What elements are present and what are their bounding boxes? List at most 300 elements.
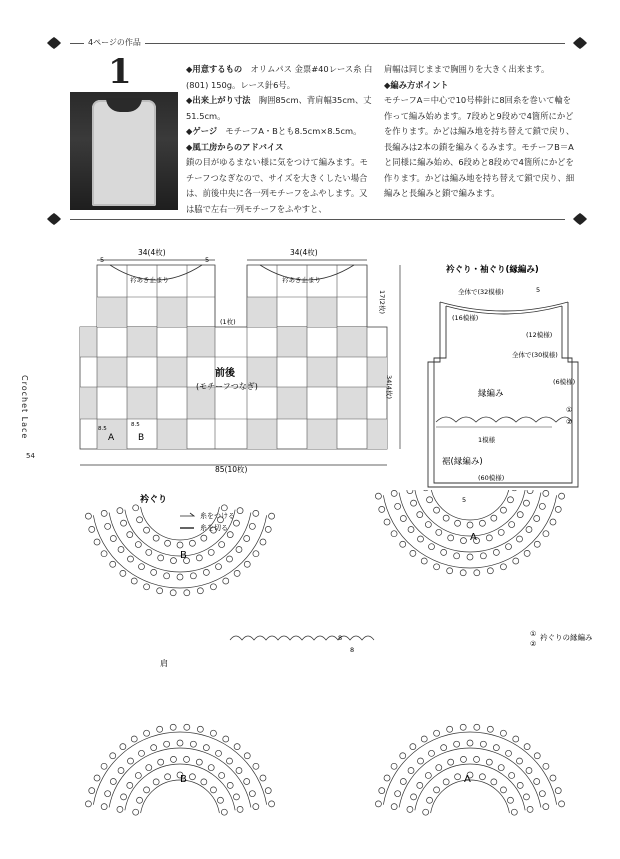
chain-loop bbox=[196, 759, 202, 765]
attach-arrow-icon bbox=[180, 513, 194, 516]
chain-loop bbox=[486, 535, 492, 541]
side-label: Crochet Lace bbox=[20, 375, 29, 440]
chart-title: 衿ぐり bbox=[140, 495, 168, 505]
chain-loop bbox=[418, 758, 424, 764]
motif-a-bottom: A bbox=[464, 774, 471, 785]
chain-loop bbox=[101, 763, 107, 769]
chain-loop bbox=[460, 756, 466, 762]
motif-a-top: A bbox=[470, 532, 477, 543]
chain-loop bbox=[226, 758, 232, 764]
pattern-60-label: (60模様) bbox=[478, 474, 505, 482]
chain-loop bbox=[523, 500, 529, 506]
chain-loop bbox=[417, 512, 423, 518]
chain-loop bbox=[454, 741, 460, 747]
chain-loop bbox=[524, 744, 530, 750]
chain-loop bbox=[260, 775, 266, 781]
chain-loop bbox=[94, 539, 100, 545]
edge-label: 縁編み bbox=[478, 389, 504, 399]
instruction-heading: 用意するもの bbox=[192, 64, 243, 74]
chain-loop bbox=[407, 806, 413, 812]
chain-loop bbox=[391, 531, 397, 537]
chain-loop bbox=[233, 794, 239, 800]
chain-loop bbox=[128, 556, 134, 562]
page-number: 54 bbox=[26, 452, 35, 460]
chain-loop bbox=[391, 763, 397, 769]
chain-loop bbox=[480, 553, 486, 559]
chain-loop bbox=[144, 730, 150, 736]
pattern-6-label: (6模様) bbox=[553, 378, 576, 386]
chain-loop bbox=[507, 797, 513, 803]
flower-ornament-icon bbox=[46, 36, 62, 50]
header-bottom-rule bbox=[70, 219, 565, 220]
chain-loop bbox=[436, 765, 442, 771]
chain-loop bbox=[219, 542, 225, 548]
chain-loop bbox=[177, 542, 183, 548]
count-5-bottom: 5 bbox=[462, 496, 467, 504]
chain-loop bbox=[269, 513, 275, 519]
chain-loop bbox=[137, 797, 143, 803]
chain-loop bbox=[511, 490, 517, 491]
chain-loop bbox=[534, 516, 540, 522]
chain-loop bbox=[506, 544, 512, 550]
hem-label: 裾(縁編み) bbox=[442, 457, 483, 467]
chain-loop bbox=[447, 568, 453, 574]
chain-loop bbox=[216, 564, 222, 570]
chain-loop bbox=[223, 736, 229, 742]
bottom-width-label: 85(10枚) bbox=[215, 465, 248, 474]
chain-loop bbox=[395, 503, 401, 509]
chain-loop bbox=[269, 801, 275, 807]
one-pattern-label: 1模様 bbox=[478, 436, 496, 444]
instruction-text: 鎖の目がゆるまない様に気をつけて編みます。モチーフつなぎなので、サイズを大きくしたい場合は、前後中央に各一列モチーフをふやします。又は脇で左右一列モチーフをふやすと、 bbox=[186, 157, 368, 214]
chain-loop bbox=[153, 779, 159, 785]
chain-loop bbox=[526, 526, 532, 532]
instruction-paragraph bbox=[186, 62, 374, 93]
chain-loop bbox=[118, 546, 124, 552]
chain-loop bbox=[455, 774, 461, 780]
chain-loop bbox=[543, 763, 549, 769]
num-8-b: 8 bbox=[350, 646, 355, 654]
chain-loop bbox=[395, 791, 401, 797]
instruction-paragraph bbox=[186, 155, 374, 217]
chain-loop bbox=[151, 745, 157, 751]
chain-loop bbox=[110, 753, 116, 759]
chain-loop bbox=[89, 526, 95, 532]
chain-loop bbox=[221, 505, 227, 511]
chain-loop bbox=[534, 779, 540, 785]
neck-label-left: 衿あき止まり bbox=[130, 276, 169, 284]
chain-loop bbox=[201, 535, 207, 541]
chain-loop bbox=[210, 787, 216, 793]
chain-loop bbox=[151, 569, 157, 575]
flower-ornament-icon bbox=[572, 36, 588, 50]
chain-loop bbox=[408, 526, 414, 532]
chain-loop bbox=[153, 535, 159, 541]
chain-loop bbox=[500, 507, 506, 513]
chain-loop bbox=[227, 532, 233, 538]
chain-loop bbox=[434, 507, 440, 513]
diamond-bullet-icon: ◆ bbox=[186, 64, 193, 74]
chain-loop bbox=[85, 801, 91, 807]
chain-loop bbox=[105, 791, 111, 797]
chain-loop bbox=[411, 500, 417, 506]
chain-loop bbox=[480, 741, 486, 747]
chain-loop bbox=[487, 568, 493, 574]
chain-loop bbox=[217, 797, 223, 803]
chain-loop bbox=[144, 787, 150, 793]
chain-loop bbox=[201, 779, 207, 785]
edging-row bbox=[230, 636, 374, 640]
body-height-label: 34(4枚) bbox=[385, 375, 393, 399]
chain-loop bbox=[117, 508, 123, 514]
chain-loop bbox=[500, 730, 506, 736]
chain-loop bbox=[423, 809, 429, 815]
neck-label-right: 衿あき止まり bbox=[282, 276, 321, 284]
flower-ornament-icon bbox=[46, 212, 62, 226]
instruction-paragraph bbox=[186, 140, 374, 156]
chain-loop bbox=[513, 558, 519, 564]
chain-loop bbox=[500, 564, 506, 570]
chain-loop bbox=[190, 573, 196, 579]
chain-loop bbox=[448, 759, 454, 765]
chain-loop bbox=[135, 542, 141, 548]
chain-loop bbox=[460, 538, 466, 544]
row-1-label: ① bbox=[566, 406, 573, 414]
chain-loop bbox=[221, 809, 227, 815]
shoulder-label: 肩 bbox=[160, 659, 168, 668]
chain-loop bbox=[208, 549, 214, 555]
instruction-paragraph bbox=[384, 93, 576, 202]
instruction-text: オリムパス 金票#40レース糸 白(801) 150g。レース針6号。 bbox=[186, 64, 373, 90]
chain-loop bbox=[101, 551, 107, 557]
chain-loop bbox=[265, 788, 271, 794]
chain-loop bbox=[131, 578, 137, 584]
motif-b-label: B bbox=[138, 433, 145, 443]
chain-loop bbox=[555, 506, 561, 512]
chain-loop bbox=[534, 541, 540, 547]
chain-loop bbox=[384, 519, 390, 525]
chain-loop bbox=[527, 490, 533, 494]
motif-b-top: B bbox=[180, 550, 187, 561]
garment-photo bbox=[70, 92, 178, 210]
chain-loop bbox=[244, 779, 250, 785]
chain-loop bbox=[408, 768, 414, 774]
chain-loop bbox=[400, 753, 406, 759]
chain-loop bbox=[133, 505, 139, 511]
chain-loop bbox=[244, 536, 250, 542]
chain-loop bbox=[559, 801, 565, 807]
chain-loop bbox=[265, 526, 271, 532]
chain-loop bbox=[550, 775, 556, 781]
chain-loop bbox=[121, 520, 127, 526]
chain-loop bbox=[118, 768, 124, 774]
chain-loop bbox=[120, 570, 126, 576]
chain-loop bbox=[418, 536, 424, 542]
top-height-label: 17(2枚) bbox=[378, 290, 386, 314]
chain-loop bbox=[101, 510, 107, 516]
stitch-arc bbox=[431, 490, 510, 520]
edge-note: 衿ぐりの縁編み bbox=[540, 633, 593, 642]
chain-loop bbox=[434, 564, 440, 570]
chain-loop bbox=[253, 804, 259, 810]
chain-loop bbox=[197, 726, 203, 732]
chain-loop bbox=[203, 745, 209, 751]
chain-loop bbox=[110, 779, 116, 785]
chain-loop bbox=[550, 519, 556, 525]
chain-loop bbox=[190, 741, 196, 747]
diamond-bullet-icon: ◆ bbox=[186, 95, 193, 105]
chain-loop bbox=[237, 806, 243, 812]
chain-loop bbox=[208, 765, 214, 771]
flower-ornament-icon bbox=[572, 212, 588, 226]
chain-loop bbox=[219, 772, 225, 778]
chain-loop bbox=[498, 765, 504, 771]
chain-loop bbox=[170, 558, 176, 564]
margin-right-label: 5 bbox=[205, 256, 210, 264]
chain-loop bbox=[139, 564, 145, 570]
chain-loop bbox=[543, 804, 549, 810]
chain-loop bbox=[474, 724, 480, 730]
chain-loop bbox=[421, 558, 427, 564]
chain-loop bbox=[517, 512, 523, 518]
chain-loop bbox=[177, 574, 183, 580]
chain-loop bbox=[177, 740, 183, 746]
chain-loop bbox=[146, 765, 152, 771]
instruction-paragraph bbox=[186, 124, 374, 140]
chain-loop bbox=[184, 590, 190, 596]
diamond-bullet-icon: ◆ bbox=[384, 79, 391, 90]
chain-loop bbox=[128, 758, 134, 764]
stitch-arc bbox=[415, 490, 525, 536]
chain-loop bbox=[249, 791, 255, 797]
instruction-paragraph bbox=[186, 93, 374, 124]
chain-loop bbox=[539, 503, 545, 509]
chain-loop bbox=[236, 768, 242, 774]
chain-loop bbox=[110, 536, 116, 542]
chain-loop bbox=[127, 782, 133, 788]
chain-loop bbox=[491, 515, 497, 521]
instruction-text: 肩幅は同じままで胸囲りを大きく出来ます。 bbox=[384, 64, 550, 74]
chain-loop bbox=[434, 730, 440, 736]
chain-loop bbox=[110, 561, 116, 567]
chain-loop bbox=[407, 490, 413, 494]
chain-loop bbox=[491, 779, 497, 785]
chain-loop bbox=[425, 522, 431, 528]
stitch-arc bbox=[415, 764, 525, 810]
instruction-text: モチーフA・Bとも8.5cm×8.5cm。 bbox=[217, 126, 362, 136]
chain-loop bbox=[513, 736, 519, 742]
chain-loop bbox=[523, 794, 529, 800]
chain-loop bbox=[441, 745, 447, 751]
chain-loop bbox=[460, 570, 466, 576]
chain-loop bbox=[447, 726, 453, 732]
instruction-heading: ゲージ bbox=[192, 126, 218, 136]
center-sub: (モチーフつなぎ) bbox=[196, 382, 258, 391]
chain-loop bbox=[441, 549, 447, 555]
chain-loop bbox=[423, 490, 429, 491]
chain-loop bbox=[487, 726, 493, 732]
count-5-top: 5 bbox=[536, 286, 541, 294]
chart-row-2: ② bbox=[530, 640, 537, 648]
chain-loop bbox=[506, 750, 512, 756]
chain-loop bbox=[436, 529, 442, 535]
whole-30-label: 全体で(30模様) bbox=[512, 351, 558, 359]
instructions-right bbox=[384, 62, 576, 202]
body-diagram bbox=[70, 240, 410, 475]
chain-loop bbox=[105, 523, 111, 529]
chain-loop bbox=[517, 782, 523, 788]
chain-loop bbox=[555, 788, 561, 794]
chain-loop bbox=[539, 791, 545, 797]
chain-loop bbox=[379, 506, 385, 512]
chain-loop bbox=[427, 497, 433, 503]
stitch-arc bbox=[125, 764, 235, 810]
chain-loop bbox=[391, 804, 397, 810]
chain-loop bbox=[384, 775, 390, 781]
chain-loop bbox=[184, 724, 190, 730]
legend-attach: 糸をつける bbox=[200, 512, 235, 520]
chain-loop bbox=[253, 763, 259, 769]
chain-loop bbox=[516, 758, 522, 764]
chain-loop bbox=[427, 797, 433, 803]
chain-loop bbox=[137, 517, 143, 523]
chain-loop bbox=[509, 772, 515, 778]
chain-loop bbox=[157, 588, 163, 594]
chain-loop bbox=[460, 724, 466, 730]
chain-loop bbox=[467, 522, 473, 528]
chain-loop bbox=[479, 774, 485, 780]
chain-loop bbox=[227, 782, 233, 788]
chain-loop bbox=[474, 756, 480, 762]
chain-loop bbox=[131, 736, 137, 742]
center-title: 前後 bbox=[215, 368, 235, 379]
instructions-left bbox=[186, 62, 374, 217]
stitch-chart bbox=[30, 490, 610, 852]
chain-loop bbox=[170, 756, 176, 762]
chain-loop bbox=[493, 549, 499, 555]
chain-loop bbox=[527, 806, 533, 812]
chain-loop bbox=[411, 794, 417, 800]
chain-loop bbox=[379, 788, 385, 794]
row-2-label: ② bbox=[566, 418, 573, 426]
chain-loop bbox=[559, 493, 565, 499]
pattern-12-label: (12模様) bbox=[526, 331, 553, 339]
chain-loop bbox=[223, 578, 229, 584]
chain-loop bbox=[234, 744, 240, 750]
chain-loop bbox=[509, 522, 515, 528]
chain-loop bbox=[516, 536, 522, 542]
chain-loop bbox=[89, 788, 95, 794]
chain-loop bbox=[425, 772, 431, 778]
chain-loop bbox=[410, 744, 416, 750]
chain-loop bbox=[498, 529, 504, 535]
instruction-heading: 風工房からのアドバイス bbox=[192, 141, 284, 152]
corner-a-label: 8.5 bbox=[98, 426, 107, 432]
chain-loop bbox=[543, 490, 549, 496]
chain-loop bbox=[189, 540, 195, 546]
chain-loop bbox=[164, 573, 170, 579]
legend-cut: 糸を切る bbox=[200, 524, 228, 532]
chart-row-1: ① bbox=[530, 630, 537, 638]
chain-loop bbox=[410, 550, 416, 556]
chain-loop bbox=[375, 801, 381, 807]
chain-loop bbox=[391, 490, 397, 496]
chain-loop bbox=[101, 804, 107, 810]
chain-loop bbox=[85, 513, 91, 519]
chain-loop bbox=[139, 750, 145, 756]
chain-loop bbox=[117, 806, 123, 812]
chain-loop bbox=[507, 497, 513, 503]
chain-loop bbox=[443, 779, 449, 785]
chain-loop bbox=[400, 516, 406, 522]
chain-loop bbox=[157, 726, 163, 732]
diamond-bullet-icon: ◆ bbox=[186, 126, 193, 136]
chain-loop bbox=[197, 588, 203, 594]
instruction-paragraph bbox=[384, 62, 576, 78]
chain-loop bbox=[474, 570, 480, 576]
shoulder-gap-label: (1枚) bbox=[220, 318, 236, 326]
chain-loop bbox=[203, 569, 209, 575]
chain-loop bbox=[184, 756, 190, 762]
chain-loop bbox=[170, 724, 176, 730]
chain-loop bbox=[493, 745, 499, 751]
chain-loop bbox=[210, 584, 216, 590]
chain-loop bbox=[448, 535, 454, 541]
chain-loop bbox=[486, 759, 492, 765]
instruction-heading: 出来上がり寸法 bbox=[192, 95, 251, 105]
chain-loop bbox=[467, 740, 473, 746]
chain-loop bbox=[253, 551, 259, 557]
chain-loop bbox=[164, 741, 170, 747]
num-8-a: 8 bbox=[338, 634, 343, 642]
chain-loop bbox=[135, 772, 141, 778]
chain-loop bbox=[133, 809, 139, 815]
chain-loop bbox=[400, 779, 406, 785]
chain-loop bbox=[127, 532, 133, 538]
chain-loop bbox=[244, 561, 250, 567]
chain-loop bbox=[421, 736, 427, 742]
chain-loop bbox=[236, 546, 242, 552]
instruction-text: モチーフA＝中心で10号棒針に8回糸を巻いて輪を作って編み始めます。7段めと9段めで4箇所にかどを作ります。かどは編み地を持ち替えて鎖で戻り、長編みは2本の鎖を編みくるみます。モチーフB＝Aと同様に編み始め、6段めと8段めで4箇所にかどを作ります。かどは編み地を持ち替えて鎖で戻り、細編みと長編みと鎖で編みます。 bbox=[384, 95, 575, 198]
chain-loop bbox=[534, 753, 540, 759]
chain-loop bbox=[511, 809, 517, 815]
chain-loop bbox=[120, 744, 126, 750]
left-width-label: 34(4枚) bbox=[138, 248, 166, 257]
edging-diagram bbox=[418, 262, 598, 512]
chain-loop bbox=[454, 553, 460, 559]
chain-loop bbox=[455, 520, 461, 526]
chain-loop bbox=[165, 540, 171, 546]
whole-32-label: 全体で(32模様) bbox=[458, 288, 504, 296]
chain-loop bbox=[226, 556, 232, 562]
chain-loop bbox=[121, 794, 127, 800]
chain-loop bbox=[417, 782, 423, 788]
chain-loop bbox=[165, 774, 171, 780]
chain-loop bbox=[244, 753, 250, 759]
chain-loop bbox=[479, 520, 485, 526]
chain-loop bbox=[146, 549, 152, 555]
margin-left-label: 5 bbox=[100, 256, 105, 264]
right-width-label: 34(4枚) bbox=[290, 248, 318, 257]
instruction-paragraph bbox=[384, 78, 576, 94]
chain-loop bbox=[253, 510, 259, 516]
chain-loop bbox=[429, 750, 435, 756]
motif-b-bottom: B bbox=[180, 774, 187, 785]
chain-loop bbox=[500, 787, 506, 793]
chain-loop bbox=[158, 759, 164, 765]
motif-a-label: A bbox=[108, 433, 115, 443]
item-number: 1 bbox=[108, 52, 132, 92]
